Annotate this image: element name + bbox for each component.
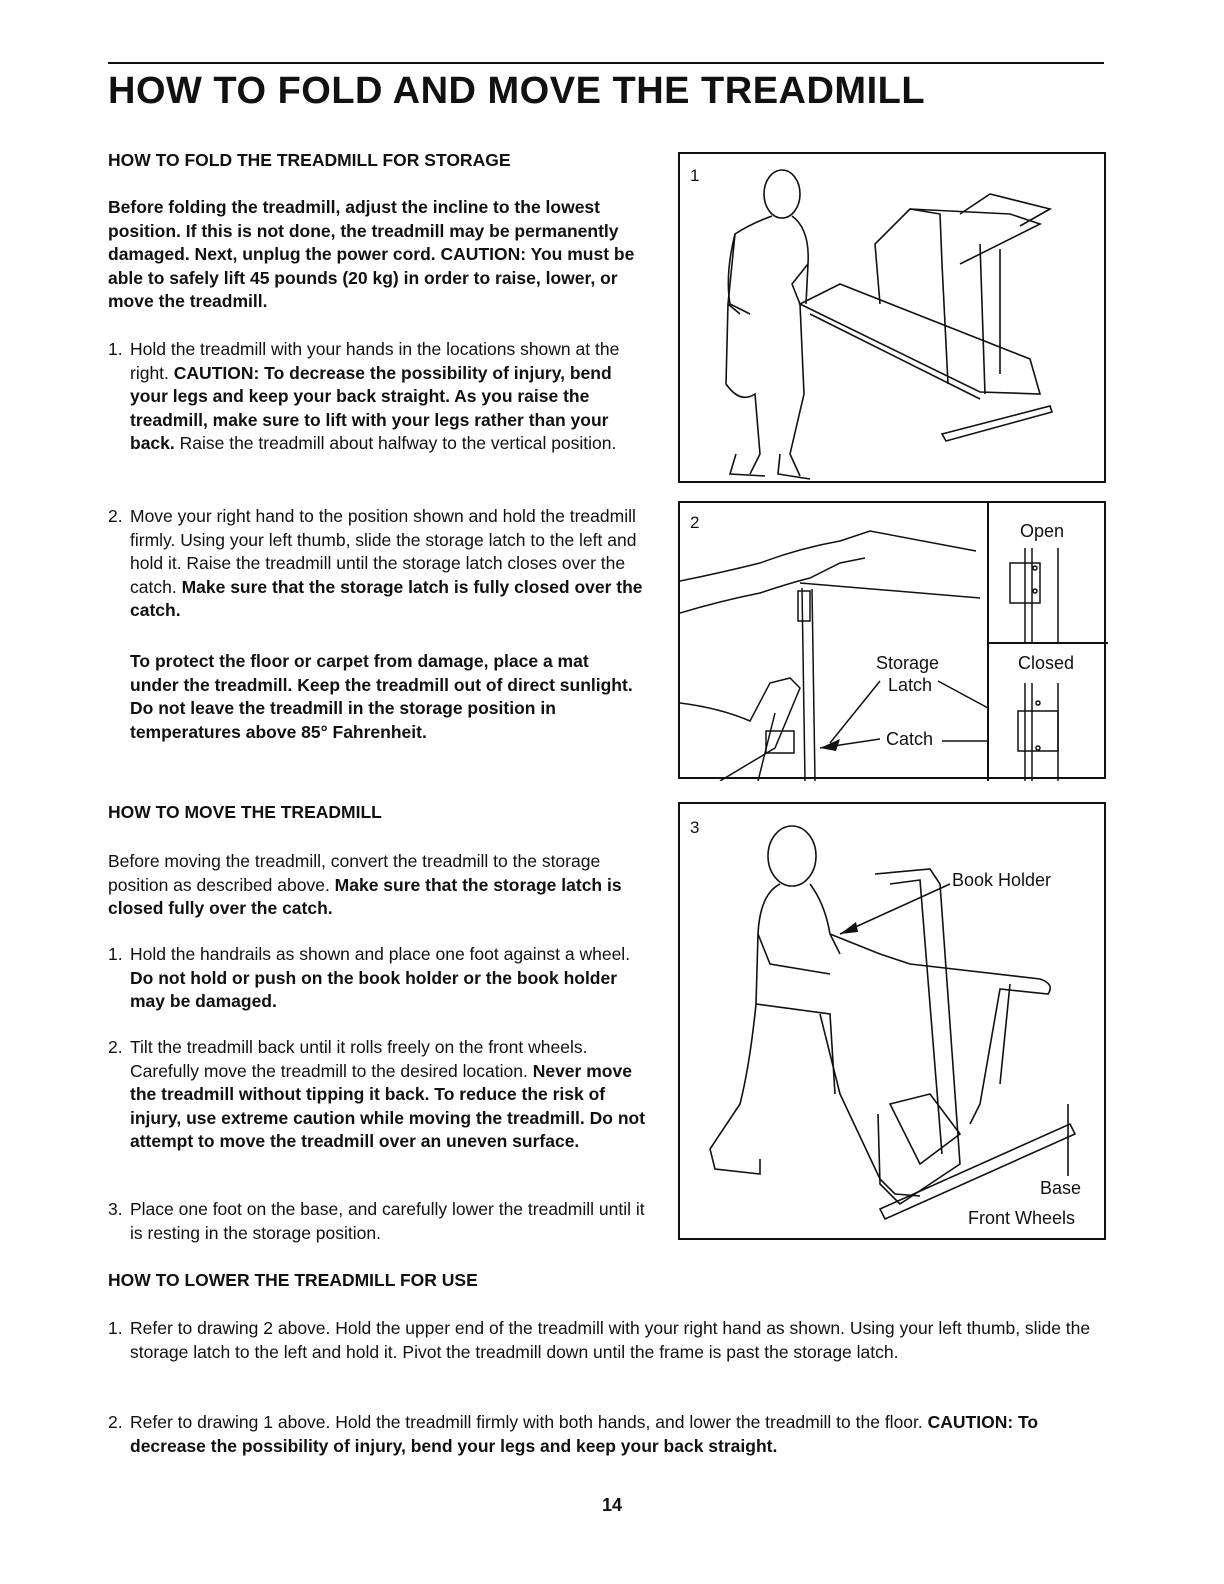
- move-step-3: [108, 1198, 648, 1245]
- move-step-1: [108, 943, 648, 1014]
- move-heading: HOW TO MOVE THE TREADMILL: [108, 802, 382, 822]
- figure-3-moving-treadmill: [678, 802, 1106, 1240]
- figure-3-number: 3: [690, 818, 700, 837]
- label-latch: Latch: [888, 675, 933, 695]
- step-text: Hold the treadmill with your hands in the locations shown at the right.: [130, 339, 620, 383]
- figure-2-storage-latch: [678, 501, 1106, 779]
- lower-heading: HOW TO LOWER THE TREADMILL FOR USE: [108, 1270, 478, 1290]
- step-text: Refer to drawing 1 above. Hold the treadmill firmly with both hands, and lower the treadmill to the floor.: [130, 1412, 928, 1432]
- figure-1-lifting-treadmill: [678, 152, 1106, 483]
- step-number: 2.: [108, 506, 123, 526]
- fold-step-2: [108, 505, 648, 623]
- fold-intro: Before folding the treadmill, adjust the incline to the lowest position. If this is not done, the treadmill may be permanently damaged. Next, unplug the power cord. CAUTION: You must be able to safely lift 45 pounds (20 kg) in order to raise, lower, or move the treadmill.: [108, 197, 635, 311]
- page-title: HOW TO FOLD AND MOVE THE TREADMILL: [108, 62, 1104, 113]
- step-text: Move your right hand to the position shown and hold the treadmill firmly. Using your left thumb, slide the storage latch to the left and hold it. Raise the treadmill until the storage latch closes over the catch.: [130, 506, 637, 597]
- step-caution: Do not hold or push on the book holder or the book holder may be damaged.: [130, 967, 618, 1011]
- fold-protect-note: To protect the floor or carpet from damage, place a mat under the treadmill. Keep the treadmill out of direct sunlight. Do not leave the treadmill in the storage position in temperatures above 85° Fahrenheit.: [130, 651, 633, 742]
- step-text: Refer to drawing 2 above. Hold the upper end of the treadmill with your right hand as shown. Using your left thumb, slide the storage latch to the left and hold it. Pivot the treadmill down until the frame is past the storage latch.: [130, 1318, 1091, 1362]
- lower-step-1: [108, 1317, 1108, 1364]
- label-open: Open: [1020, 521, 1065, 541]
- fold-heading: HOW TO FOLD THE TREADMILL FOR STORAGE: [108, 150, 511, 170]
- label-book-holder: Book Holder: [952, 870, 1052, 890]
- move-intro-text: Before moving the treadmill, convert the treadmill to the storage position as described above.: [108, 851, 601, 895]
- figure-1-drawing: [680, 154, 1108, 485]
- move-step-2: [108, 1036, 648, 1154]
- step-text-end: Raise the treadmill about halfway to the vertical position.: [174, 433, 617, 453]
- page-number: 14: [601, 1495, 623, 1515]
- step-number: 1.: [108, 1318, 123, 1338]
- figure-1-number: 1: [690, 166, 700, 185]
- step-number: 2.: [108, 1412, 123, 1432]
- step-text: Tilt the treadmill back until it rolls freely on the front wheels. Carefully move the treadmill to the desired location.: [130, 1037, 588, 1081]
- label-catch: Catch: [886, 729, 934, 749]
- step-caution: CAUTION: To decrease the possibility of injury, bend your legs and keep your back straight.: [130, 1412, 1039, 1456]
- step-text: Place one foot on the base, and carefully lower the treadmill until it is resting in the storage position.: [130, 1199, 645, 1243]
- figure-2-number: 2: [690, 513, 700, 532]
- step-number: 2.: [108, 1037, 123, 1057]
- label-base: Base: [1040, 1178, 1082, 1198]
- move-intro-caution: Make sure that the storage latch is closed fully over the catch.: [108, 874, 622, 918]
- step-number: 3.: [108, 1199, 123, 1219]
- label-storage: Storage: [876, 653, 940, 673]
- fold-step-1: [108, 338, 648, 456]
- step-number: 1.: [108, 944, 123, 964]
- label-closed: Closed: [1018, 653, 1075, 673]
- move-intro: [108, 850, 643, 921]
- step-caution: CAUTION: To decrease the possibility of injury, bend your legs and keep your back straight. As you raise the treadmill, make sure to lift with your legs rather than your back.: [130, 362, 612, 453]
- step-caution: Never move the treadmill without tipping it back. To reduce the risk of injury, use extreme caution while moving the treadmill. Do not attempt to move the treadmill over an uneven surface.: [130, 1060, 646, 1151]
- label-front-wheels: Front Wheels: [968, 1208, 1076, 1228]
- step-caution: Make sure that the storage latch is fully closed over the catch.: [130, 576, 643, 620]
- lower-step-2: [108, 1411, 1108, 1458]
- step-number: 1.: [108, 339, 123, 359]
- step-text: Hold the handrails as shown and place one foot against a wheel.: [130, 944, 631, 964]
